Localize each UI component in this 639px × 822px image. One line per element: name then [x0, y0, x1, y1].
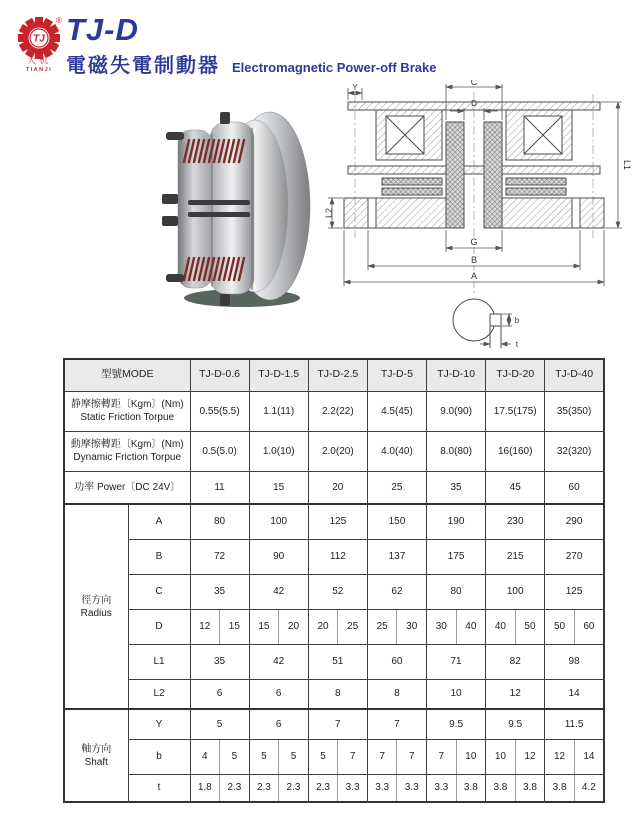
- value-cell: 3.8: [456, 774, 486, 802]
- value-cell: 2.3: [308, 774, 338, 802]
- value-cell: 12: [190, 609, 220, 644]
- value-cell: 32(320): [545, 431, 604, 471]
- value-cell: 5: [279, 739, 309, 774]
- dim-label: b: [128, 739, 190, 774]
- value-cell: 2.0(20): [308, 431, 367, 471]
- hub-wall-left: [446, 122, 464, 228]
- value-cell: 2.2(22): [308, 391, 367, 431]
- value-cell: 4.2: [574, 774, 604, 802]
- value-cell: 9.5: [486, 709, 545, 739]
- value-cell: 0.55(5.5): [190, 391, 249, 431]
- spec-table: [63, 358, 605, 803]
- dim-label: Y: [128, 709, 190, 739]
- value-cell: 6: [249, 679, 308, 709]
- value-cell: 14: [545, 679, 604, 709]
- dim-label: t: [128, 774, 190, 802]
- value-cell: 15: [249, 609, 279, 644]
- flange-left: [344, 198, 446, 228]
- model-header-cell: TJ-D-5: [367, 359, 426, 391]
- value-cell: 125: [545, 574, 604, 609]
- value-cell: 100: [249, 504, 308, 539]
- dim-label-b: B: [470, 255, 478, 265]
- model-header-cell: TJ-D-1.5: [249, 359, 308, 391]
- dim-label: L1: [128, 644, 190, 679]
- value-cell: 5: [249, 739, 279, 774]
- model-header-cell: TJ-D-10: [427, 359, 486, 391]
- value-cell: 7: [427, 739, 457, 774]
- value-cell: 290: [545, 504, 604, 539]
- value-cell: 40: [456, 609, 486, 644]
- value-cell: 5: [220, 739, 250, 774]
- value-cell: 11.5: [545, 709, 604, 739]
- dim-label: C: [128, 574, 190, 609]
- value-cell: 6: [249, 709, 308, 739]
- value-cell: 7: [308, 709, 367, 739]
- tianji-logo: [14, 14, 66, 74]
- value-cell: 150: [367, 504, 426, 539]
- value-cell: 20: [279, 609, 309, 644]
- value-cell: 12: [545, 739, 575, 774]
- value-cell: 80: [427, 574, 486, 609]
- value-cell: 50: [515, 609, 545, 644]
- value-cell: 30: [427, 609, 457, 644]
- value-cell: 9.5: [427, 709, 486, 739]
- value-cell: 100: [486, 574, 545, 609]
- value-cell: 42: [249, 574, 308, 609]
- value-cell: 7: [367, 709, 426, 739]
- keyway-label-b: b: [514, 316, 520, 325]
- dim-label-l2: L2: [324, 207, 334, 219]
- value-cell: 4.5(45): [367, 391, 426, 431]
- logo-cn: 天机: [26, 55, 52, 65]
- logo-gear-text: TJ: [33, 33, 45, 45]
- value-cell: 3.3: [427, 774, 457, 802]
- value-cell: 42: [249, 644, 308, 679]
- value-cell: 25: [338, 609, 368, 644]
- value-cell: 230: [486, 504, 545, 539]
- value-cell: 15: [220, 609, 250, 644]
- value-cell: 1.1(11): [249, 391, 308, 431]
- logo-en: TIANJI: [25, 67, 53, 73]
- value-cell: 270: [545, 539, 604, 574]
- value-cell: 0.5(5.0): [190, 431, 249, 471]
- value-cell: 9.0(90): [427, 391, 486, 431]
- model-header-cell: TJ-D-2.5: [308, 359, 367, 391]
- value-cell: 45: [486, 471, 545, 504]
- value-cell: 2.3: [220, 774, 250, 802]
- value-cell: 20: [308, 609, 338, 644]
- registered-mark: ®: [56, 16, 62, 25]
- value-cell: 60: [367, 644, 426, 679]
- row-label: 静摩擦轉距〔Kgm〕(Nm) Static Friction Torpue: [64, 391, 190, 431]
- value-cell: 1.8: [190, 774, 220, 802]
- dim-label: D: [128, 609, 190, 644]
- value-cell: 40: [486, 609, 516, 644]
- value-cell: 35: [190, 574, 249, 609]
- dim-label: A: [128, 504, 190, 539]
- value-cell: 10: [486, 739, 516, 774]
- value-cell: 25: [367, 471, 426, 504]
- value-cell: 3.8: [515, 774, 545, 802]
- value-cell: 82: [486, 644, 545, 679]
- value-cell: 137: [367, 539, 426, 574]
- flange-right: [502, 198, 604, 228]
- value-cell: 5: [308, 739, 338, 774]
- gear-icon: [18, 17, 60, 59]
- value-cell: 35(350): [545, 391, 604, 431]
- value-cell: 2.3: [279, 774, 309, 802]
- value-cell: 30: [397, 609, 427, 644]
- value-cell: 98: [545, 644, 604, 679]
- value-cell: 72: [190, 539, 249, 574]
- value-cell: 125: [308, 504, 367, 539]
- model-header-cell: TJ-D-20: [486, 359, 545, 391]
- value-cell: 7: [338, 739, 368, 774]
- value-cell: 7: [397, 739, 427, 774]
- value-cell: 11: [190, 471, 249, 504]
- value-cell: 4.0(40): [367, 431, 426, 471]
- value-cell: 3.3: [397, 774, 427, 802]
- value-cell: 190: [427, 504, 486, 539]
- value-cell: 175: [427, 539, 486, 574]
- value-cell: 8.0(80): [427, 431, 486, 471]
- dim-label-a: A: [470, 271, 478, 281]
- value-cell: 35: [190, 644, 249, 679]
- value-cell: 10: [427, 679, 486, 709]
- value-cell: 14: [574, 739, 604, 774]
- value-cell: 1.0(10): [249, 431, 308, 471]
- value-cell: 20: [308, 471, 367, 504]
- value-cell: 60: [574, 609, 604, 644]
- value-cell: 90: [249, 539, 308, 574]
- value-cell: 12: [486, 679, 545, 709]
- dim-label-c: C: [470, 80, 478, 87]
- value-cell: 15: [249, 471, 308, 504]
- value-cell: 16(160): [486, 431, 545, 471]
- subtitle-en: Electromagnetic Power-off Brake: [232, 60, 437, 75]
- value-cell: 112: [308, 539, 367, 574]
- value-cell: 3.3: [338, 774, 368, 802]
- hub-wall-right: [484, 122, 502, 228]
- value-cell: 25: [367, 609, 397, 644]
- value-cell: 52: [308, 574, 367, 609]
- dim-label-l1: L1: [622, 159, 632, 171]
- value-cell: 35: [427, 471, 486, 504]
- model-header-cell: TJ-D-0.6: [190, 359, 249, 391]
- subtitle-row: [66, 49, 436, 78]
- row-label: 動摩擦轉距〔Kgm〕(Nm) Dynamic Friction Torpue: [64, 431, 190, 471]
- dim-label-g: G: [470, 237, 478, 247]
- value-cell: 10: [456, 739, 486, 774]
- value-cell: 71: [427, 644, 486, 679]
- group-label: 軸方向 Shaft: [64, 709, 128, 802]
- dim-label: B: [128, 539, 190, 574]
- value-cell: 51: [308, 644, 367, 679]
- brand-block: [66, 12, 436, 78]
- value-cell: 12: [515, 739, 545, 774]
- page-title: TJ-D: [66, 12, 139, 47]
- value-cell: 17.5(175): [486, 391, 545, 431]
- dim-label-d: D: [471, 99, 477, 108]
- dim-label: L2: [128, 679, 190, 709]
- keyway-detail: [453, 299, 501, 348]
- value-cell: 6: [190, 679, 249, 709]
- technical-drawing: [324, 80, 636, 360]
- product-photo: [92, 104, 322, 314]
- value-cell: 3.8: [545, 774, 575, 802]
- value-cell: 7: [367, 739, 397, 774]
- value-cell: 80: [190, 504, 249, 539]
- subtitle-cn: 電磁失電制動器: [66, 55, 220, 77]
- value-cell: 2.3: [249, 774, 279, 802]
- value-cell: 3.3: [367, 774, 397, 802]
- value-cell: 60: [545, 471, 604, 504]
- dim-label-y: Y: [352, 83, 358, 92]
- keyway-label-t: t: [515, 340, 519, 349]
- model-header-label: 型號MODE: [64, 359, 190, 391]
- value-cell: 50: [545, 609, 575, 644]
- row-label: 功率 Power〔DC 24V〕: [64, 471, 190, 504]
- value-cell: 8: [308, 679, 367, 709]
- model-header-cell: TJ-D-40: [545, 359, 604, 391]
- value-cell: 8: [367, 679, 426, 709]
- group-label: 徑方向 Radius: [64, 504, 128, 709]
- value-cell: 215: [486, 539, 545, 574]
- value-cell: 5: [190, 709, 249, 739]
- value-cell: 4: [190, 739, 220, 774]
- value-cell: 3.8: [486, 774, 516, 802]
- value-cell: 62: [367, 574, 426, 609]
